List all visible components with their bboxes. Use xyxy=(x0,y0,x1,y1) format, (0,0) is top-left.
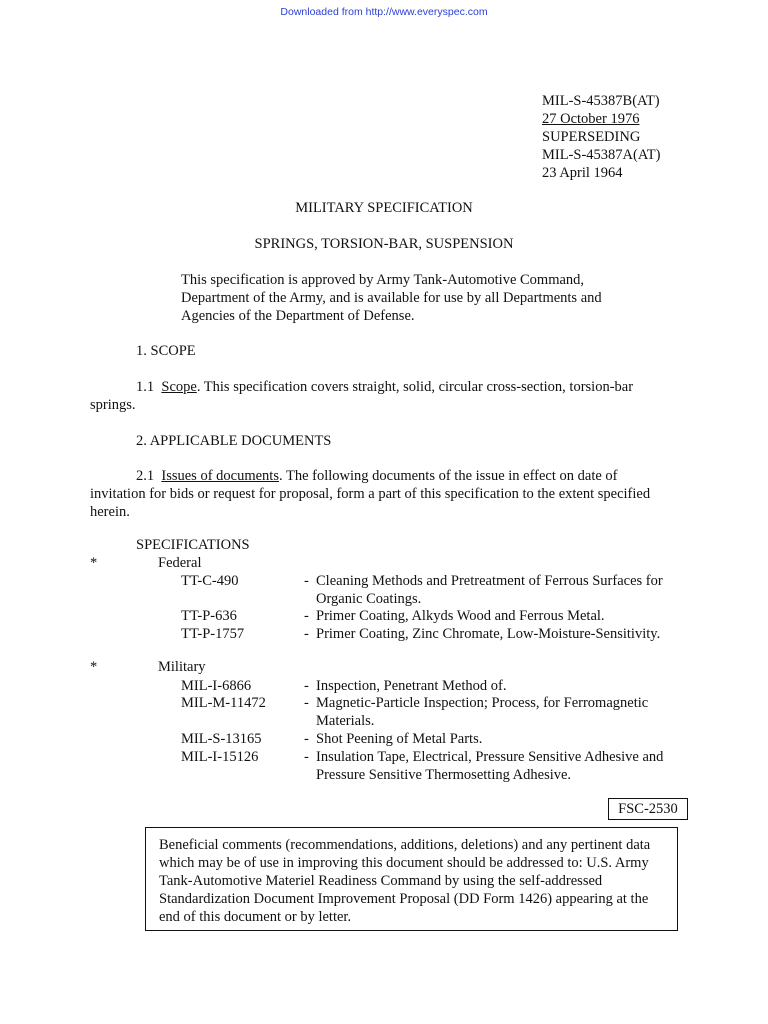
change-marker: * xyxy=(90,659,98,675)
separator-dash: - xyxy=(304,731,309,747)
document-code: MIL-I-6866 xyxy=(181,678,252,694)
separator-dash: - xyxy=(304,608,309,624)
superseding-label: SUPERSEDING xyxy=(542,129,641,145)
document-title: Primer Coating, Alkyds Wood and Ferrous Metal. xyxy=(316,608,605,624)
separator-dash: - xyxy=(304,626,309,642)
section-applicable-documents-heading: 2. APPLICABLE DOCUMENTS xyxy=(136,433,332,449)
document-title: Cleaning Methods and Pretreatment of Ferrous Surfaces for Organic Coatings. xyxy=(316,573,663,607)
document-code: TT-C-490 xyxy=(181,573,239,589)
issues-paragraph xyxy=(136,467,618,485)
document-code: TT-P-636 xyxy=(181,608,237,624)
document-title: Insulation Tape, Electrical, Pressure Sensitive Adhesive and Pressure Sensitive Thermosetting Adhesive. xyxy=(316,749,664,783)
military-label: Military xyxy=(158,659,206,675)
spec-number: MIL-S-45387B(AT) xyxy=(542,93,660,109)
document-title: MILITARY SPECIFICATION xyxy=(295,200,473,216)
scope-paragraph-continued: springs. xyxy=(90,397,136,413)
paragraph-title: Issues of documents xyxy=(161,468,279,484)
separator-dash: - xyxy=(304,678,309,694)
separator-dash: - xyxy=(304,749,309,765)
change-marker: * xyxy=(90,555,98,571)
document-title: Magnetic-Particle Inspection; Process, for Ferromagnetic Materials. xyxy=(316,695,649,729)
document-title: Shot Peening of Metal Parts. xyxy=(316,731,483,747)
federal-label: Federal xyxy=(158,555,202,571)
document-code: TT-P-1757 xyxy=(181,626,245,642)
document-identifier xyxy=(542,92,660,182)
separator-dash: - xyxy=(304,573,309,589)
superseded-spec-number: MIL-S-45387A(AT) xyxy=(542,147,661,163)
paragraph-title: Scope xyxy=(161,379,197,395)
document-subtitle: SPRINGS, TORSION-BAR, SUSPENSION xyxy=(254,236,514,252)
document-title: Inspection, Penetrant Method of. xyxy=(316,678,507,694)
section-scope-heading: 1. SCOPE xyxy=(136,343,196,359)
scope-paragraph xyxy=(136,378,633,396)
document-code: MIL-I-15126 xyxy=(181,749,259,765)
paragraph-text: . This specification covers straight, solid, circular cross-section, torsion-bar xyxy=(196,379,634,395)
document-code: MIL-S-13165 xyxy=(181,731,262,747)
paragraph-number: 1.1 xyxy=(136,379,155,395)
issues-paragraph-line3: herein. xyxy=(90,504,130,520)
superseded-spec-date: 23 April 1964 xyxy=(542,165,623,181)
paragraph-number: 2.1 xyxy=(136,468,155,484)
document-code: MIL-M-11472 xyxy=(181,695,266,711)
approval-statement: This specification is approved by Army Tank-Automotive Command, Department of the Army, and is available for use by all Departments and Agencies of the Department of Defense. xyxy=(181,272,602,324)
specifications-heading: SPECIFICATIONS xyxy=(136,537,250,553)
paragraph-text: . The following documents of the issue in effect on date of xyxy=(278,468,618,484)
source-link[interactable]: Downloaded from http://www.everyspec.com xyxy=(280,6,488,18)
issues-paragraph-line2: invitation for bids or request for proposal, form a part of this specification to the extent specified xyxy=(90,486,651,502)
beneficial-comments-box: Beneficial comments (recommendations, additions, deletions) and any pertinent data which may be of use in improving this document should be addressed to: U.S. Army Tank-Automotive Materiel Readiness Command by using the self-addressed Standardization Document Improvement Proposal (DD Form 1426) appearing at the end of this document or by letter. xyxy=(145,827,678,931)
document-title: Primer Coating, Zinc Chromate, Low-Moisture-Sensitivity. xyxy=(316,626,661,642)
spec-date: 27 October 1976 xyxy=(542,111,640,127)
fsc-code-box: FSC-2530 xyxy=(608,798,688,820)
separator-dash: - xyxy=(304,695,309,711)
